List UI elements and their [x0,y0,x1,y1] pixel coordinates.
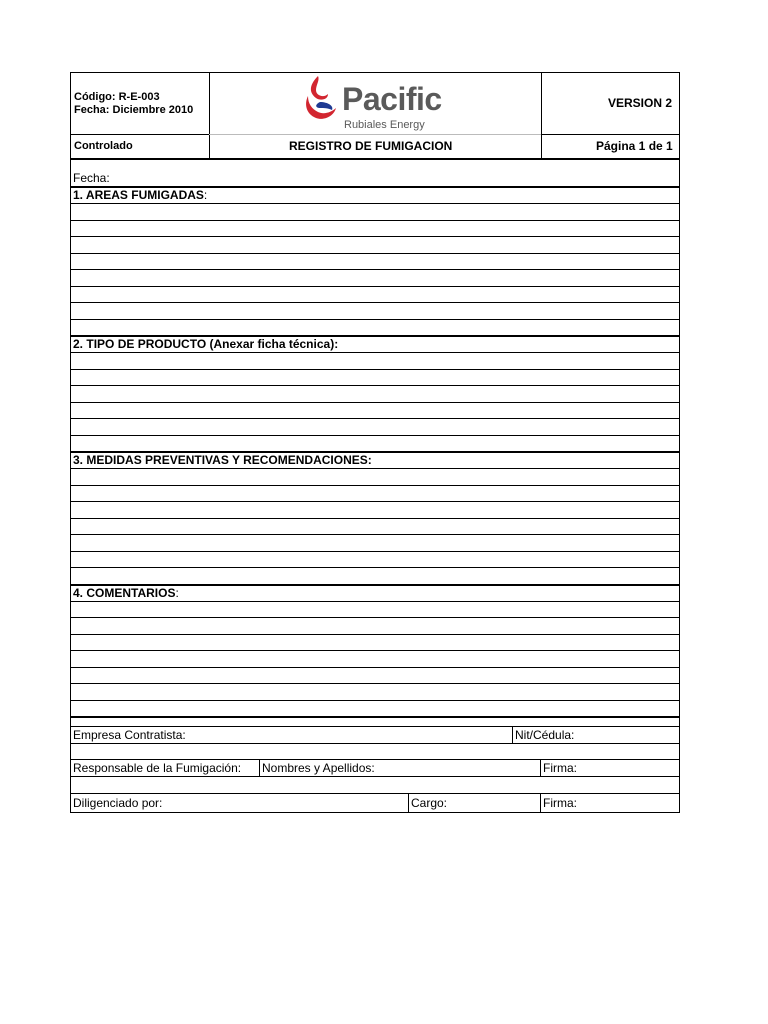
section-3-title [73,453,372,467]
section-2-label: TIPO DE PRODUCTO (Anexar ficha técnica): [86,337,339,351]
row-line [70,650,680,651]
filled-by-position-divider [408,793,409,813]
row-line [70,269,680,270]
header-row-divider-left [70,134,210,135]
row-line [70,402,680,403]
row-line [70,617,680,618]
row-line [70,286,680,287]
document-code: Código: R-E-003 [74,91,160,103]
filled-by-label: Diligenciado por: [73,796,163,810]
row-line [70,667,680,668]
row-line [70,352,680,353]
fumigation-form [70,72,680,813]
section-4-suffix: : [175,586,179,600]
row-line [70,726,680,727]
nit-label: Nit/Cédula: [515,728,575,742]
row-line [70,716,680,718]
signature-label-responsible: Firma: [543,761,577,775]
section-3-number: 3. [73,453,84,467]
row-line [70,385,680,386]
section-4-title [73,586,179,600]
responsible-names-divider [259,759,260,776]
form-title: REGISTRO DE FUMIGACION [289,139,453,153]
section-3-label: MEDIDAS PREVENTIVAS Y RECOMENDACIONES: [86,453,372,467]
row-line [70,534,680,535]
row-line [70,501,680,502]
section-1-number: 1. [73,188,84,202]
header-row-divider-right [541,134,680,135]
responsible-label: Responsable de la Fumigación: [73,761,242,775]
row-line [70,551,680,552]
row-line [70,253,680,254]
row-line [70,567,680,568]
section-2-number: 2. [73,337,84,351]
row-line [70,700,680,701]
document-date: Fecha: Diciembre 2010 [74,104,194,116]
names-signature-divider [540,759,541,776]
row-line [70,220,680,221]
signature-label-filled-by: Firma: [543,796,577,810]
header-bottom-border [70,158,680,160]
flame-logo-icon [302,74,342,124]
document-version: VERSION 2 [608,96,673,110]
company-nit-divider [512,726,513,743]
names-label: Nombres y Apellidos: [262,761,375,775]
section-1-title [73,188,207,202]
position-signature-divider [540,793,541,813]
row-line [70,743,680,744]
row-line [70,634,680,635]
row-line [70,319,680,320]
logo-brand-text: Pacific [342,81,442,117]
header-divider-right [541,72,542,159]
date-label: Fecha: [73,171,110,185]
row-line [70,759,680,760]
section-1-label: AREAS FUMIGADAS [85,188,204,202]
row-line [70,485,680,486]
row-line [70,435,680,436]
page-number: Página 1 de 1 [596,139,673,153]
row-line [70,418,680,419]
section-4-label: COMENTARIOS [86,586,176,600]
row-line [70,369,680,370]
section-4-number: 4. [73,586,84,600]
row-line [70,302,680,303]
row-line [70,601,680,602]
row-line [70,236,680,237]
row-line [70,518,680,519]
section-2-title [73,337,338,351]
logo-tagline-text: Rubiales Energy [344,119,425,131]
row-line [70,203,680,204]
company-logo [300,72,460,134]
row-line [70,683,680,684]
row-line [70,468,680,469]
header-divider-left [209,72,210,159]
row-line [70,776,680,777]
section-1-suffix: : [203,188,208,202]
position-label: Cargo: [411,796,448,810]
header-row-divider-mid [209,134,542,135]
company-label: Empresa Contratista: [73,728,186,742]
controlled-label: Controlado [74,140,133,152]
row-line [70,793,680,794]
